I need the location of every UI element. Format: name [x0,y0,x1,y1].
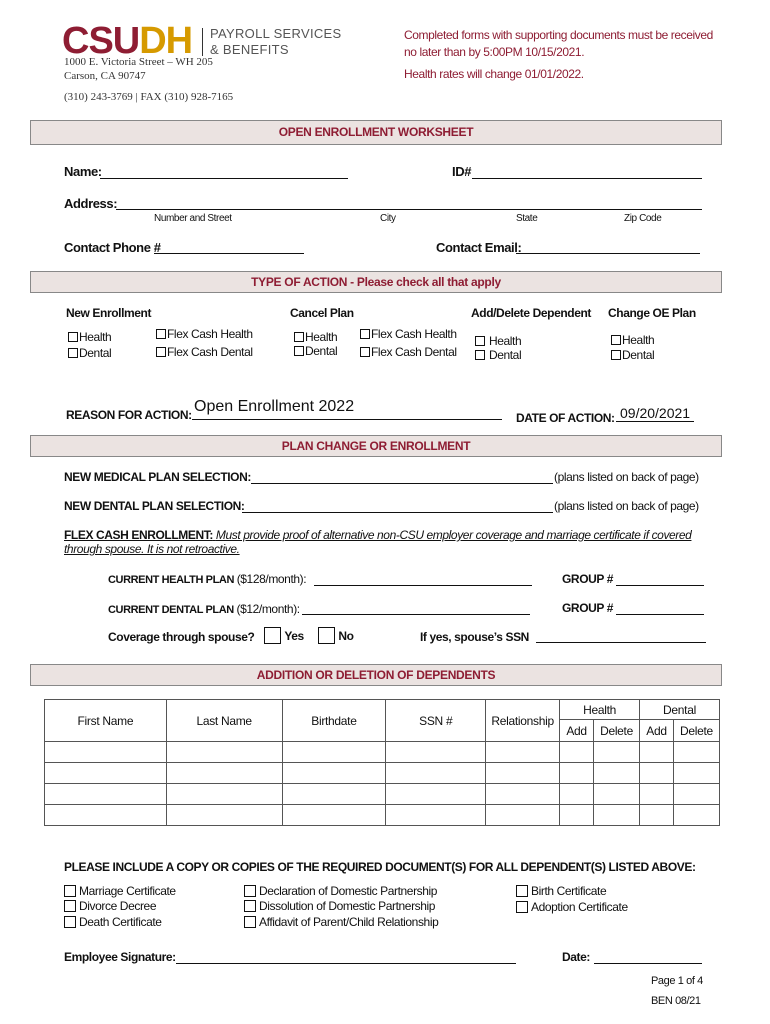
cancel-flex-health-option[interactable]: Flex Cash Health [360,327,457,341]
checkbox[interactable] [156,329,166,339]
flex-cash-label: FLEX CASH ENROLLMENT: [64,528,213,542]
flex-cash-enrollment [64,528,714,556]
dental-plan-note: (plans listed on back of page) [554,499,699,513]
medical-plan-note: (plans listed on back of page) [554,470,699,484]
dental-plan-field[interactable] [242,512,553,513]
col-ssn: SSN # [386,700,486,742]
doc-marriage[interactable]: Marriage Certificate [64,884,176,898]
address-sub-city: City [380,213,396,224]
spouse-coverage-question: Coverage through spouse? [108,630,255,644]
col-health-add: Add [560,720,594,742]
medical-plan-field[interactable] [251,483,553,484]
dependent-health-option[interactable]: Health [475,334,521,348]
signature-label: Employee Signature: [64,950,176,964]
plan-change-title-bar: PLAN CHANGE OR ENROLLMENT [30,435,722,457]
page-number: Page 1 of 4 [651,975,703,987]
id-label: ID# [452,164,472,179]
new-dental-option[interactable]: Dental [68,346,111,360]
checkbox[interactable] [244,916,256,928]
doc-domestic-dissolution[interactable]: Dissolution of Domestic Partnership [244,899,435,913]
checkbox[interactable] [360,329,370,339]
dependents-title-bar: ADDITION OR DELETION OF DEPENDENTS [30,664,722,686]
date-of-action-value[interactable]: 09/20/2021 [620,405,691,421]
col-dental: Dental [640,700,720,720]
phone-field[interactable] [154,253,304,254]
checkbox[interactable] [318,627,335,644]
checkbox[interactable] [156,347,166,357]
address-sub-zip: Zip Code [624,213,662,224]
current-health-label: CURRENT HEALTH PLAN [108,574,235,586]
dependent-dental-option[interactable]: Dental [475,348,521,362]
health-group-label: GROUP # [562,572,613,586]
reason-label: REASON FOR ACTION: [66,408,192,422]
email-label: Contact Email: [436,240,522,255]
spouse-ssn-label: If yes, spouse’s SSN [420,630,529,644]
worksheet-title-bar: OPEN ENROLLMENT WORKSHEET [30,120,722,145]
name-field[interactable] [100,178,348,179]
signature-field[interactable] [176,963,516,964]
new-enrollment-heading: New Enrollment [66,306,152,320]
address-sub-state: State [516,213,538,224]
change-oe-plan-heading: Change OE Plan [608,306,696,320]
signature-date-label: Date: [562,950,591,964]
col-birthdate: Birthdate [282,700,386,742]
table-row[interactable] [45,784,720,805]
table-row[interactable] [45,742,720,763]
required-documents-heading: PLEASE INCLUDE A COPY OR COPIES OF THE REQUIRED DOCUMENT(S) FOR ALL DEPENDENT(S) LISTED ABOVE: [64,860,696,874]
checkbox[interactable] [360,347,370,357]
checkbox[interactable] [294,332,304,342]
table-row[interactable] [45,763,720,784]
doc-domestic-declaration[interactable]: Declaration of Domestic Partnership [244,884,437,898]
current-dental-plan [108,602,300,616]
dental-plan-label: NEW DENTAL PLAN SELECTION: [64,499,245,513]
phone-fax: (310) 243-3769 | FAX (310) 928-7165 [64,91,234,103]
date-of-action-line [616,421,694,422]
checkbox[interactable] [516,885,528,897]
id-field[interactable] [472,178,702,179]
new-health-option[interactable]: Health [68,330,111,344]
checkbox[interactable] [264,627,281,644]
checkbox[interactable] [64,916,76,928]
address-label: Address: [64,196,118,211]
add-delete-dependent-heading: Add/Delete Dependent [471,306,592,320]
action-title-bar: TYPE OF ACTION - Please check all that apply [30,271,722,293]
dependents-table [44,699,720,826]
phone-label: Contact Phone # [64,240,161,255]
col-dental-add: Add [640,720,674,742]
doc-death[interactable]: Death Certificate [64,915,162,929]
cancel-health-option[interactable]: Health [294,330,337,344]
current-dental-label: CURRENT DENTAL PLAN [108,604,234,616]
doc-divorce[interactable]: Divorce Decree [64,899,156,913]
flex-cash-note-1: Must provide proof of alternative non-CSU employer coverage and marriage certificate if covered [215,528,692,542]
name-label: Name: [64,164,102,179]
reason-field-line [192,419,502,420]
change-dental-option[interactable]: Dental [611,348,654,362]
email-field[interactable] [516,253,700,254]
new-flex-health-option[interactable]: Flex Cash Health [156,327,253,341]
checkbox[interactable] [68,332,78,342]
address-field[interactable] [116,209,702,210]
reason-value[interactable]: Open Enrollment 2022 [194,398,355,415]
department-line1: PAYROLL SERVICES [210,26,342,41]
col-health: Health [560,700,640,720]
logo-divider [202,28,203,56]
col-first-name: First Name [45,700,167,742]
signature-date-field[interactable] [594,963,702,964]
form-code: BEN 08/21 [651,995,701,1007]
doc-birth[interactable]: Birth Certificate [516,884,606,898]
checkbox[interactable] [244,900,256,912]
spouse-yes-option[interactable]: Yes [264,627,304,644]
table-row[interactable] [45,805,720,826]
current-health-rate: ($128/month): [236,572,307,586]
change-health-option[interactable]: Health [611,333,654,347]
col-last-name: Last Name [166,700,282,742]
checkbox[interactable] [475,336,485,346]
checkbox[interactable] [294,346,304,356]
medical-plan-label: NEW MEDICAL PLAN SELECTION: [64,470,251,484]
checkbox[interactable] [64,900,76,912]
checkbox[interactable] [244,885,256,897]
doc-affidavit[interactable]: Affidavit of Parent/Child Relationship [244,915,438,929]
address-line1: 1000 E. Victoria Street – WH 205 [64,56,213,68]
checkbox[interactable] [611,335,621,345]
current-health-plan [108,572,306,586]
checkbox[interactable] [611,350,621,360]
col-dental-delete: Delete [673,720,719,742]
doc-adoption[interactable]: Adoption Certificate [516,900,628,914]
spouse-no-option[interactable]: No [318,627,354,644]
health-group-field[interactable] [616,585,704,586]
rate-change-notice: Health rates will change 01/01/2022. [404,67,584,81]
logo-accent: DH [139,20,193,62]
date-of-action-label: DATE OF ACTION: [516,411,615,425]
cancel-flex-dental-option[interactable]: Flex Cash Dental [360,345,457,359]
checkbox[interactable] [64,885,76,897]
deadline-notice-1: Completed forms with supporting documents must be received [404,28,713,42]
checkbox[interactable] [68,348,78,358]
current-dental-field[interactable] [302,614,530,615]
address-line2: Carson, CA 90747 [64,70,146,82]
deadline-notice-2: no later than by 5:00PM 10/15/2021. [404,45,585,59]
flex-cash-note-2: through spouse. It is not retroactive. [64,542,240,556]
cancel-plan-heading: Cancel Plan [290,306,354,320]
address-sub-street: Number and Street [154,213,232,224]
col-health-delete: Delete [594,720,640,742]
dental-group-field[interactable] [616,614,704,615]
new-flex-dental-option[interactable]: Flex Cash Dental [156,345,253,359]
current-dental-rate: ($12/month): [236,602,300,616]
department-line2: & BENEFITS [210,42,289,57]
logo-main: CSU [62,20,140,62]
spouse-ssn-field[interactable] [536,642,706,643]
cancel-dental-option[interactable]: Dental [294,344,337,358]
dental-group-label: GROUP # [562,601,613,615]
checkbox[interactable] [475,350,485,360]
current-health-field[interactable] [314,585,532,586]
col-relationship: Relationship [486,700,560,742]
checkbox[interactable] [516,901,528,913]
